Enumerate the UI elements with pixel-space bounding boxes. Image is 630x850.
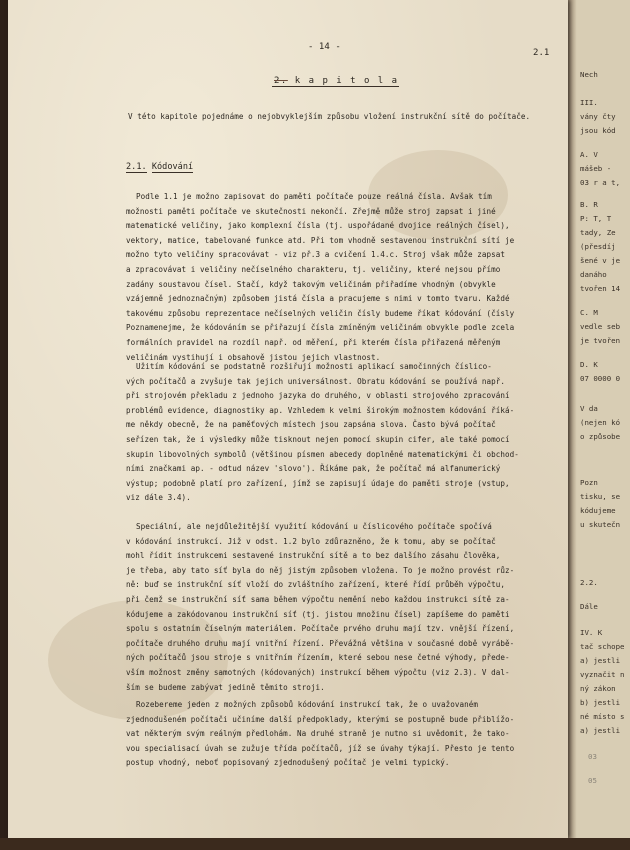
side-fragment: jsou kód <box>580 126 616 135</box>
side-fragment: tisku, se <box>580 492 621 501</box>
side-fragment: kódujeme <box>580 506 616 515</box>
side-fragment: D. K <box>580 360 598 369</box>
next-page-strip <box>568 0 630 850</box>
side-fragment: A. V <box>580 150 598 159</box>
text-line: zjednodušeném počítači učiníme další předpoklady, kterými se postupně bude přiblížo- <box>126 714 515 724</box>
page-number: - 14 - <box>308 42 341 52</box>
paragraph-4 <box>126 698 562 771</box>
side-fragment: 2.2. <box>580 578 598 587</box>
text-line: veličinám vystihují i obsahově jistou jejich vlastnost. <box>126 352 381 362</box>
text-line: Rozebereme jeden z možných způsobů kódování instrukcí tak, že o uvažovaném <box>136 700 479 709</box>
text-line: možno tyto veličiny spracovávat - viz př.3 a cvičení 1.4.c. Stroj však může zapsat <box>126 250 505 260</box>
text-line: seřízen tak, že i výsledky může tisknout nejen pomocí skupin cifer, ale také pomocí <box>126 434 510 444</box>
text-line: Poznamenejme, že kódováním se přiřazují čísla zmíněným veličinám obvykle podle zcela <box>126 323 515 333</box>
text-line: skupin libovolných symbolů (většinou písmen abecedy doplněné matematickými či obchod- <box>126 449 519 459</box>
text-line: viz dále 3.4). <box>126 493 191 503</box>
section-heading <box>126 160 193 175</box>
text-line: počítače druhého druhu mají vnitřní řízení. Převážná většina v současné době vyrábě- <box>126 638 515 648</box>
side-fragment: (přesdíj <box>580 242 616 251</box>
paragraph-1 <box>126 190 562 365</box>
side-fragment: u skutečn <box>580 520 621 529</box>
section-tag: 2.1 <box>533 48 550 58</box>
paragraph-2 <box>126 360 562 506</box>
chapter-title-text: k a p i t o l a <box>294 76 399 86</box>
text-line: me někdy obecně, že na paměťových místech jsou zapsána slova. Často bývá počítač <box>126 420 496 430</box>
text-line: Užitím kódování se podstatně rozšiřují možnosti aplikací samočinných číslico- <box>136 362 492 371</box>
text-line: vším možnost změny samotných (kódovaných) instrukcí během výpočtu (viz 2.3). V dal- <box>126 667 510 677</box>
side-fragment: je tvořen <box>580 336 621 345</box>
paragraph-3 <box>126 520 562 695</box>
side-fragment: III. <box>580 98 598 107</box>
side-fragment: b) jestli <box>580 698 621 707</box>
text-line: výstup; podobně platí pro zařízení, jímž se zapisují údaje do paměti stroje (vstup, <box>126 478 510 488</box>
side-fragment: P: T, T <box>580 214 612 223</box>
text-line: problémů evidence, diagnostiky ap. Vzhledem k velmi širokým možnostem kódování říká- <box>126 405 515 415</box>
scan-edge <box>0 838 630 850</box>
side-fragment: tvořen 14 <box>580 284 621 293</box>
text-line: vektory, matice, tabelované funkce atd. Při tom vhodně sestavenou instrukční sítí je <box>126 235 515 245</box>
text-line: takovému způsobu reprezentace nečíselných veličin čísly budeme říkat kódování (čísly <box>126 308 515 318</box>
chapter-number: 2. <box>274 76 288 86</box>
text-line: při strojovém překladu z jednoho jazyka do druhého, v oblasti strojového zpracování <box>126 391 510 401</box>
side-fragment: né místo s <box>580 712 625 721</box>
side-fragment: a) jestli <box>580 726 621 735</box>
side-fragment: vány čty <box>580 112 616 121</box>
text-line: je třeba, aby tato síť byla do něj jistým způsobem vložena. To je možno provést růz- <box>126 565 515 575</box>
side-fragment: ný zákon <box>580 684 616 693</box>
intro-paragraph: V této kapitole pojednáme o nejobvyklejším způsobu vložení instrukční sítě do počítače. <box>128 112 531 121</box>
side-fragment: Dále <box>580 602 598 611</box>
side-fragment: IV. K <box>580 628 603 637</box>
text-line: možnosti paměti počítače ve skutečnosti nekončí. Zřejmě může stroj zapsat i jiné <box>126 206 496 216</box>
text-line: a zpracovávat i veličiny nečíselného charakteru, tj. veličiny, které nejsou přímo <box>126 264 501 274</box>
side-fragment: 03 <box>588 752 597 761</box>
text-line: spolu s ostatním číselným materiálem. Počítače prvého druhu mají tzv. vnější řízení, <box>126 624 515 634</box>
side-fragment: mášeb - <box>580 164 612 173</box>
side-fragment: C. M <box>580 308 598 317</box>
side-fragment: B. R <box>580 200 598 209</box>
text-line: vat některým svým reálným předlohám. Na druhé straně je nutno si uvědomit, že tako- <box>126 729 510 739</box>
side-fragment: o způsobe <box>580 432 621 441</box>
text-line: ními značkami ap. - odtud název 'slovo'). Říkáme pak, že počítač má alfanumerický <box>126 464 501 474</box>
text-line: vých počítačů a zvyšuje tak jejich universálnost. Obratu kódování se používá např. <box>126 376 505 386</box>
section-title: Kódování <box>151 162 194 172</box>
side-fragment: (nejen kó <box>580 418 621 427</box>
side-fragment: tač schope <box>580 642 625 651</box>
text-line: zadány soustavou čísel. Stačí, když takovým veličinám přiřadíme vhodným (obvykle <box>126 279 496 289</box>
side-fragment: a) jestli <box>580 656 621 665</box>
text-line: ším se budeme zabývat jedině těmito stroji. <box>126 682 325 692</box>
side-fragment: vedle seb <box>580 322 621 331</box>
side-fragment: 03 r a t, <box>580 178 621 187</box>
side-fragment: šené v je <box>580 256 621 265</box>
chapter-title <box>274 74 399 89</box>
text-line: vzájemně jednoznačným) způsobem jistá čísla a pracujeme s nimi v tomto tvaru. Každé <box>126 294 510 304</box>
text-line: při čemž se instrukční síť sama během výpočtu nemění nebo každou instrukci sítě za- <box>126 594 510 604</box>
section-number: 2.1. <box>126 162 147 172</box>
side-fragment: tady, Ze <box>580 228 616 237</box>
side-fragment: Nech <box>580 70 598 79</box>
text-line: Speciální, ale nejdůležitější využití kódování u číslicového počítače spočívá <box>136 522 492 531</box>
text-line: postup vhodný, neboť popisovaný zjednodušený počítač je velmi typický. <box>126 758 450 768</box>
side-fragment: danáho <box>580 270 607 279</box>
text-line: ných počítačů jsou stroje s vnitřním řízením, které sebou nese četné výhody, přede- <box>126 653 510 663</box>
text-line: matematické veličiny, jako komplexní čísla (tj. uspořádané dvojice reálných čísel), <box>126 221 510 231</box>
text-line: v kódování instrukcí. Již v odst. 1.2 bylo zdůrazněno, že k tomu, aby se počítač <box>126 536 496 546</box>
side-fragment: Pozn <box>580 478 598 487</box>
text-line: kódujeme a zakódovanou instrukční síť (tj. jistou množinu čísel) zapíšeme do paměti <box>126 609 510 619</box>
side-fragment: 07 0000 0 <box>580 374 621 383</box>
text-line: mohl řídit instrukcemi sestavené instrukční sítě a to bez dalšího zásahu člověka, <box>126 551 501 561</box>
side-fragment: 05 <box>588 776 597 785</box>
text-line: vou specialisací úvah se zužuje třída počítačů, jíž se úvahy týkají. Přesto je tento <box>126 743 515 753</box>
text-line: ně: buď se instrukční síť vloží do zvláštního zařízení, které řídí průběh výpočtu, <box>126 580 505 590</box>
text-line: Podle 1.1 je možno zapisovat do paměti počítače pouze reálná čísla. Avšak tím <box>136 192 492 201</box>
side-fragment: V da <box>580 404 598 413</box>
side-fragment: vyznačit n <box>580 670 625 679</box>
typewritten-page <box>8 0 568 838</box>
text-line: formálních pravidel na rozdíl např. od měření, při kterém čísla přiřazená měřeným <box>126 337 501 347</box>
